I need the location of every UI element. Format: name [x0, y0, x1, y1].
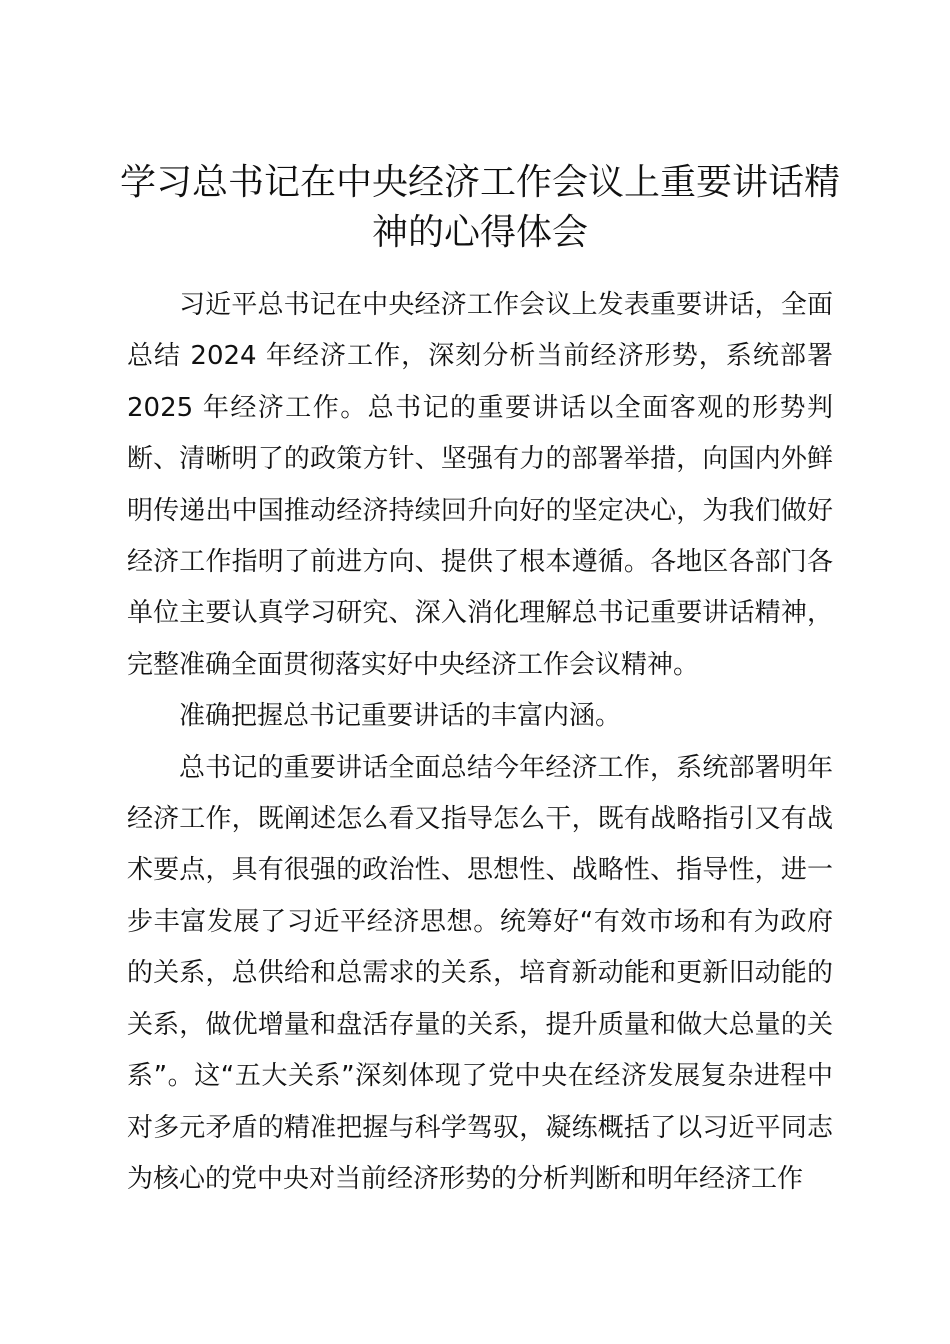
paragraph-content: 总书记的重要讲话全面总结今年经济工作，系统部署明年经济工作，既阐述怎么看又指导怎么干，既有战略指引又有战术要点，具有很强的政治性、思想性、战略性、指导性，进一步丰富发展了习近平经济思想。统筹好“有效市场和有为政府的关系，总供给和总需求的关系，培育新动能和更新旧动能的关系，做优增量和盘活存量的关系，提升质量和做大总量的关系”。这“五大关系”深刻体现了党中央在经济发展复杂进程中对多元矛盾的精准把握与科学驾驭，凝练概括了以习近平同志为核心的党中央对当前经济形势的分析判断和明年经济工作	[127, 752, 833, 1194]
document-body	[127, 280, 833, 1205]
paragraph-intro: 习近平总书记在中央经济工作会议上发表重要讲话，全面总结 2024 年经济工作，深刻分析当前经济形势，系统部署 2025 年经济工作。总书记的重要讲话以全面客观的形势判断、清晰明了的政策方针、坚强有力的部署举措，向国内外鲜明传递出中国推动经济持续回升向好的坚定决心，为我们做好经济工作指明了前进方向、提供了根本遵循。各地区各部门各单位主要认真学习研究、深入消化理解总书记重要讲话精神，完整准确全面贯彻落实好中央经济工作会议精神。	[127, 290, 833, 680]
paragraph-heading: 准确把握总书记重要讲话的丰富内涵。	[179, 701, 622, 732]
document-title: 学习总书记在中央经济工作会议上重要讲话精神的心得体会	[119, 162, 840, 253]
